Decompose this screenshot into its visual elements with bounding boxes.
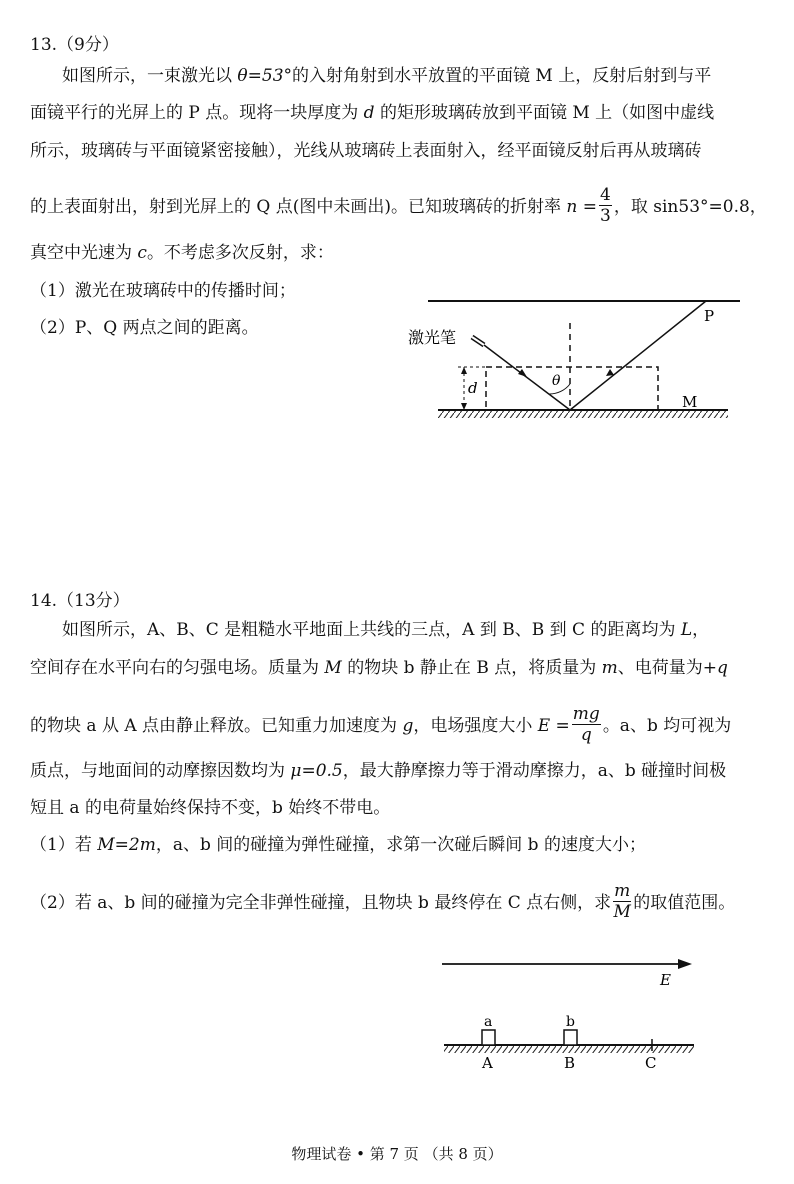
d-arrow-down-icon [461, 403, 467, 410]
glass-brick [486, 367, 658, 410]
incident-arrow-icon [518, 369, 527, 377]
page-footer: 物理试卷 • 第 7 页 （共 8 页） [291, 1145, 503, 1163]
ground-hatching [444, 1045, 694, 1053]
point-p-label: P [704, 307, 715, 325]
reflected-arrow-icon [606, 369, 614, 376]
block-a-label: a [484, 1014, 493, 1030]
q14-heading: 14.（13分） [30, 591, 130, 611]
block-a [482, 1030, 495, 1045]
q14-subquestion-1: （1）若 M=2m，a、b 间的碰撞为弹性碰撞，求第一次碰后瞬间 b 的速度大小； [30, 835, 646, 855]
q13-subquestion-2: （2）P、Q 两点之间的距离。 [30, 318, 259, 338]
d-arrow-up-icon [461, 367, 467, 374]
q13-theta-eq: θ=53° [237, 66, 293, 86]
laser-pen-icon [472, 337, 484, 345]
field-e-label: E [660, 971, 671, 989]
point-a-label: A [482, 1054, 493, 1072]
q13-subquestion-1: （1）激光在玻璃砖中的传播时间； [30, 281, 296, 301]
field-arrow-icon [678, 959, 692, 969]
q13-line-3: 所示，玻璃砖与平面镜紧密接触），光线从玻璃砖上表面射入，经平面镜反射后再从玻璃砖 [30, 141, 702, 161]
block-b-label: b [566, 1014, 575, 1030]
q14-ratio-fraction: $\frac{m}{M}$ [613, 881, 631, 922]
q13-heading: 13.（9分） [30, 35, 119, 55]
point-c-label: C [645, 1054, 657, 1072]
q13-line-1: 如图所示，一束激光以 θ=53°的入射角射到水平放置的平面镜 M 上，反射后射到与平 [62, 66, 712, 86]
q14-subquestion-2: （2）若 a、b 间的碰撞为完全非弹性碰撞，且物块 b 最终停在 C 点右侧，求 $\frac{m}{M}$ 的取值范围。 [30, 881, 736, 922]
mirror-hatching [438, 410, 728, 418]
d-label: d [468, 379, 478, 397]
q14-line-5: 短且 a 的电荷量始终保持不变，b 始终不带电。 [30, 798, 391, 818]
q14-figure [430, 950, 710, 1075]
q13-n-fraction: $\frac{4}{3}$ [600, 185, 611, 226]
mirror-m-label: M [682, 393, 698, 411]
q13-figure [400, 285, 750, 435]
q13-line-5: 真空中光速为 c。不考虑多次反射，求： [30, 243, 334, 263]
q14-e-fraction: $\frac{mg}{q}$ [572, 704, 600, 745]
q13-line-4: 的上表面射出，射到光屏上的 Q 点(图中未画出)。已知玻璃砖的折射率 n = $\frac{4}{3}$ ，取 sin53°=0.8， [30, 185, 767, 226]
q14-line-3: 的物块 a 从 A 点由静止释放。已知重力加速度为 g，电场强度大小 E = $\frac{mg}{q}$ 。a、b 均可视为 [30, 704, 732, 745]
block-b [564, 1030, 577, 1045]
q14-line-4: 质点，与地面间的动摩擦因数均为 μ=0.5，最大静摩擦力等于滑动摩擦力，a、b 碰撞时间极 [30, 761, 727, 781]
point-b-label: B [564, 1054, 576, 1072]
laser-pen-label: 激光笔 [408, 328, 457, 347]
theta-label: θ [552, 373, 561, 389]
q13-line-2: 面镜平行的光屏上的 P 点。现将一块厚度为 d 的矩形玻璃砖放到平面镜 M 上（如图中虚线 [30, 103, 715, 123]
q14-line-1: 如图所示，A、B、C 是粗糙水平地面上共线的三点，A 到 B、B 到 C 的距离均为 L， [62, 620, 710, 640]
q14-line-2: 空间存在水平向右的匀强电场。质量为 M 的物块 b 静止在 B 点，将质量为 m、电荷量为+q [30, 658, 728, 678]
